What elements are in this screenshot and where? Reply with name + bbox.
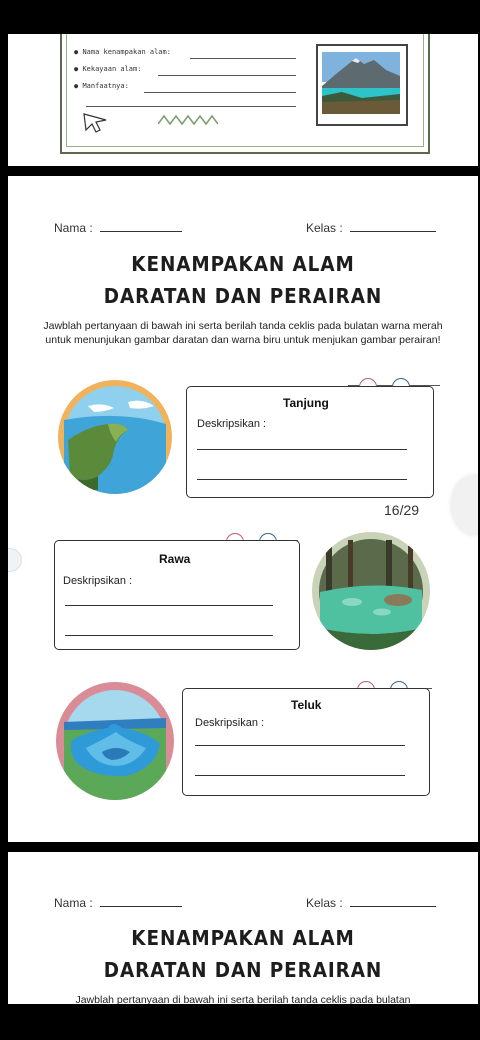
kelas-field — [306, 221, 436, 235]
card-title-rawa: Rawa — [159, 552, 191, 566]
card-teluk — [182, 688, 430, 796]
answer-line[interactable] — [197, 479, 407, 480]
worksheet-title-line2-page2: DARATAN DAN PERAIRAN — [103, 958, 383, 982]
page-indicator: 16/29 — [384, 502, 420, 518]
nama-line — [100, 231, 182, 232]
top-item-nama: ● Nama kenampakan alam: — [74, 48, 171, 56]
worksheet-instructions: Jawblah pertanyaan di bawah ini serta berilah tanda ceklis pada bulatan warna merah untuk menunjukan gambar daratan dan warna biru untuk menjukan gambar perairan! — [43, 320, 443, 346]
worksheet-instructions-page2: Jawblah pertanyaan di bawah ini serta berilah tanda ceklis pada bulatan — [75, 994, 411, 1004]
nama-field-page2 — [54, 896, 182, 910]
card-rawa — [54, 540, 300, 650]
side-handle[interactable] — [8, 548, 22, 572]
worksheet-title-line1: KENAMPAKAN ALAM — [131, 252, 355, 276]
worksheet-page — [8, 176, 478, 842]
previous-worksheet-page — [8, 34, 478, 166]
card-title-teluk: Teluk — [291, 698, 322, 712]
kelas-field-page2 — [306, 896, 436, 910]
answer-line — [144, 92, 296, 93]
tanjung-picture — [58, 380, 172, 494]
top-item-manfaat-text: Manfaatnya: — [82, 82, 129, 90]
rawa-illustration — [312, 532, 430, 650]
worksheet-title-line1-page2: KENAMPAKAN ALAM — [131, 926, 355, 950]
answer-line — [158, 75, 296, 76]
scroll-handle[interactable] — [452, 476, 478, 534]
teluk-picture — [56, 682, 174, 800]
top-item-kekayaan: ● Kekayaan alam: — [74, 65, 142, 73]
mountain-lake-photo — [322, 52, 400, 114]
tanjung-illustration — [58, 380, 172, 494]
top-item-manfaat: ● Manfaatnya: — [74, 82, 129, 90]
nama-label-page2: Nama : — [54, 896, 93, 910]
nama-label: Nama : — [54, 221, 93, 235]
nama-line-page2 — [100, 906, 182, 907]
worksheet-title-line2: DARATAN DAN PERAIRAN — [103, 284, 383, 308]
kelas-line — [350, 231, 436, 232]
answer-line[interactable] — [195, 775, 405, 776]
kelas-label-page2: Kelas : — [306, 896, 343, 910]
top-item-nama-text: Nama kenampakan alam: — [82, 48, 171, 56]
cursor-arrow-icon — [80, 110, 110, 134]
zigzag-decoration-icon — [158, 114, 218, 128]
answer-line[interactable] — [65, 605, 273, 606]
rawa-picture — [312, 532, 430, 650]
teluk-illustration — [56, 682, 174, 800]
answer-line[interactable] — [195, 745, 405, 746]
next-worksheet-page — [8, 852, 478, 1004]
answer-line[interactable] — [197, 449, 407, 450]
nama-field — [54, 221, 182, 235]
top-item-kekayaan-text: Kekayaan alam: — [82, 65, 142, 73]
card-desc-label-tanjung: Deskripsikan : — [197, 418, 267, 430]
answer-line — [190, 58, 296, 59]
kelas-label: Kelas : — [306, 221, 343, 235]
answer-line[interactable] — [65, 635, 273, 636]
kelas-line-page2 — [350, 906, 436, 907]
card-title-tanjung: Tanjung — [283, 396, 329, 410]
landscape-photo-frame — [316, 44, 408, 126]
card-tanjung — [186, 386, 434, 498]
card-desc-label-teluk: Deskripsikan : — [195, 717, 265, 729]
answer-line — [86, 106, 296, 107]
card-desc-label-rawa: Deskripsikan : — [63, 575, 133, 587]
